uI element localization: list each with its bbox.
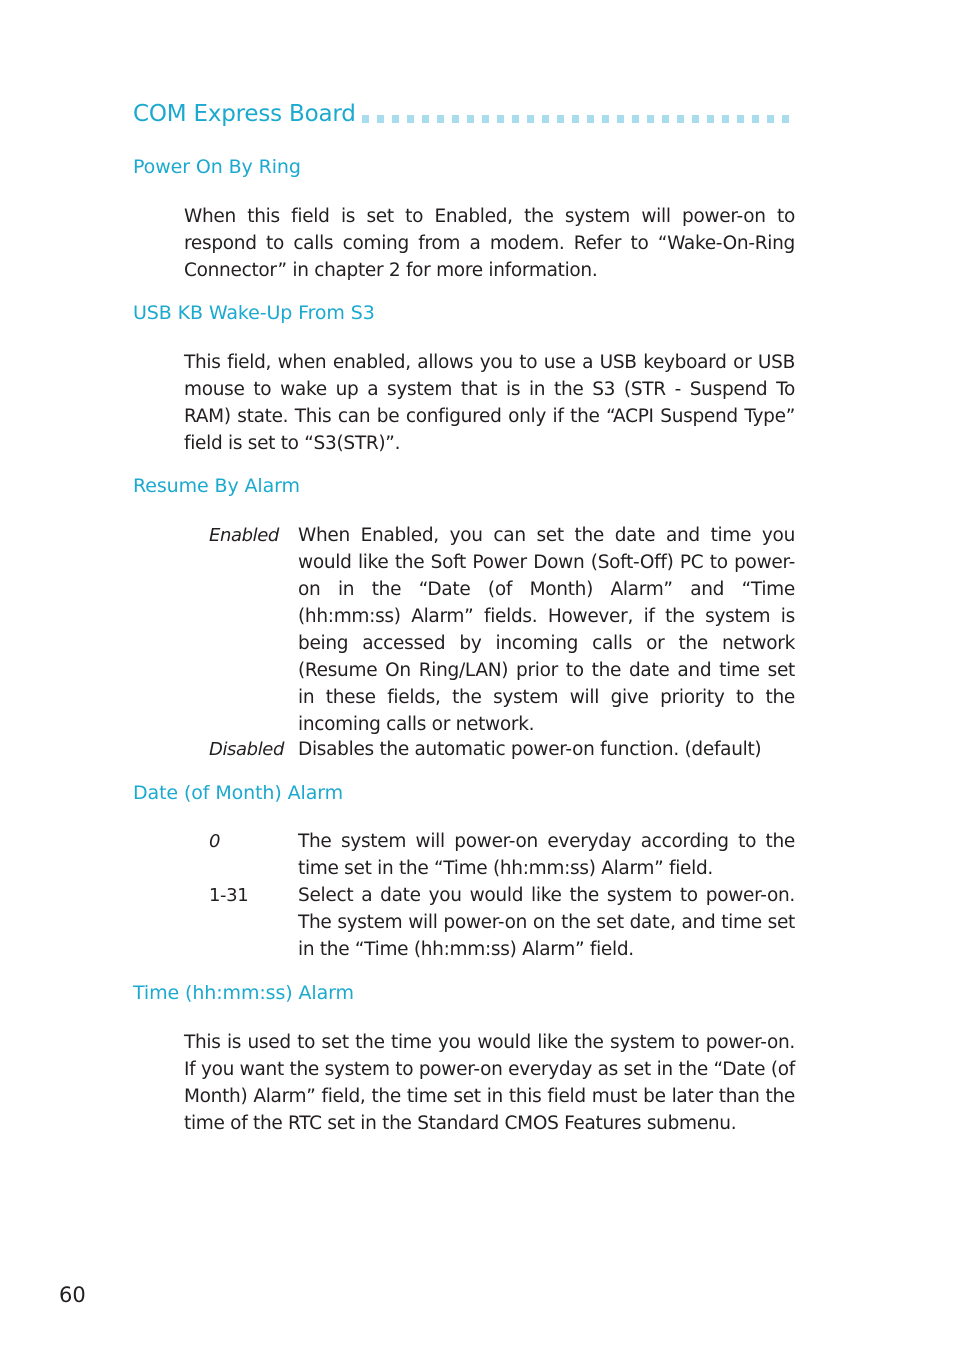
section-body-usb-kb-wake-up: This field, when enabled, allows you to use a USB keyboard or USB mouse to wake up a system that is in the S3 (STR - Suspend To RAM) state. This can be configured only if the “ACPI Suspend Type” field is set to “S3(STR)”. xyxy=(184,352,795,454)
option-label: 1-31 xyxy=(209,885,249,906)
section-heading-date-alarm: Date (of Month) Alarm xyxy=(133,782,344,804)
section-body-power-on-by-ring: When this field is set to Enabled, the system will power-on to respond to calls coming from a modem. Refer to “Wake-On-Ring Connector” in chapter 2 for more information. xyxy=(184,206,795,281)
option-description: Select a date you would like the system to power-on. The system will power-on on the set date, and time set in the “Time (hh:mm:ss) Alarm” field. xyxy=(298,885,795,960)
page-header xyxy=(133,99,795,129)
header-dotted-rule xyxy=(362,115,795,123)
option-label: Enabled xyxy=(209,525,279,546)
section-body-time-alarm: This is used to set the time you would like the system to power-on. If you want the system to power-on everyday as set in the “Date (of Month) Alarm” field, the time set in this field must be later than the time of the RTC set in the Standard CMOS Features submenu. xyxy=(184,1032,795,1134)
section-heading-time-alarm: Time (hh:mm:ss) Alarm xyxy=(133,982,354,1004)
section-heading-usb-kb-wake-up: USB KB Wake-Up From S3 xyxy=(133,302,375,324)
header-title: COM Express Board xyxy=(133,101,356,127)
page-number: 60 xyxy=(59,1283,86,1307)
option-label: 0 xyxy=(209,831,221,852)
option-description: Disables the automatic power-on function. (default) xyxy=(298,739,762,760)
section-heading-resume-by-alarm: Resume By Alarm xyxy=(133,475,300,497)
section-heading-power-on-by-ring: Power On By Ring xyxy=(133,156,301,178)
option-description: The system will power-on everyday according to the time set in the “Time (hh:mm:ss) Alarm” field. xyxy=(298,831,795,879)
option-description: When Enabled, you can set the date and time you would like the Soft Power Down (Soft-Off) PC to power-on in the “Date (of Month) Alarm” and “Time (hh:mm:ss) Alarm” fields. However, if the system is being accessed by incoming calls or the network (Resume On Ring/LAN) prior to the date and time set in these fields, the system will give priority to the incoming calls or network. xyxy=(298,525,795,735)
option-label: Disabled xyxy=(209,739,284,760)
